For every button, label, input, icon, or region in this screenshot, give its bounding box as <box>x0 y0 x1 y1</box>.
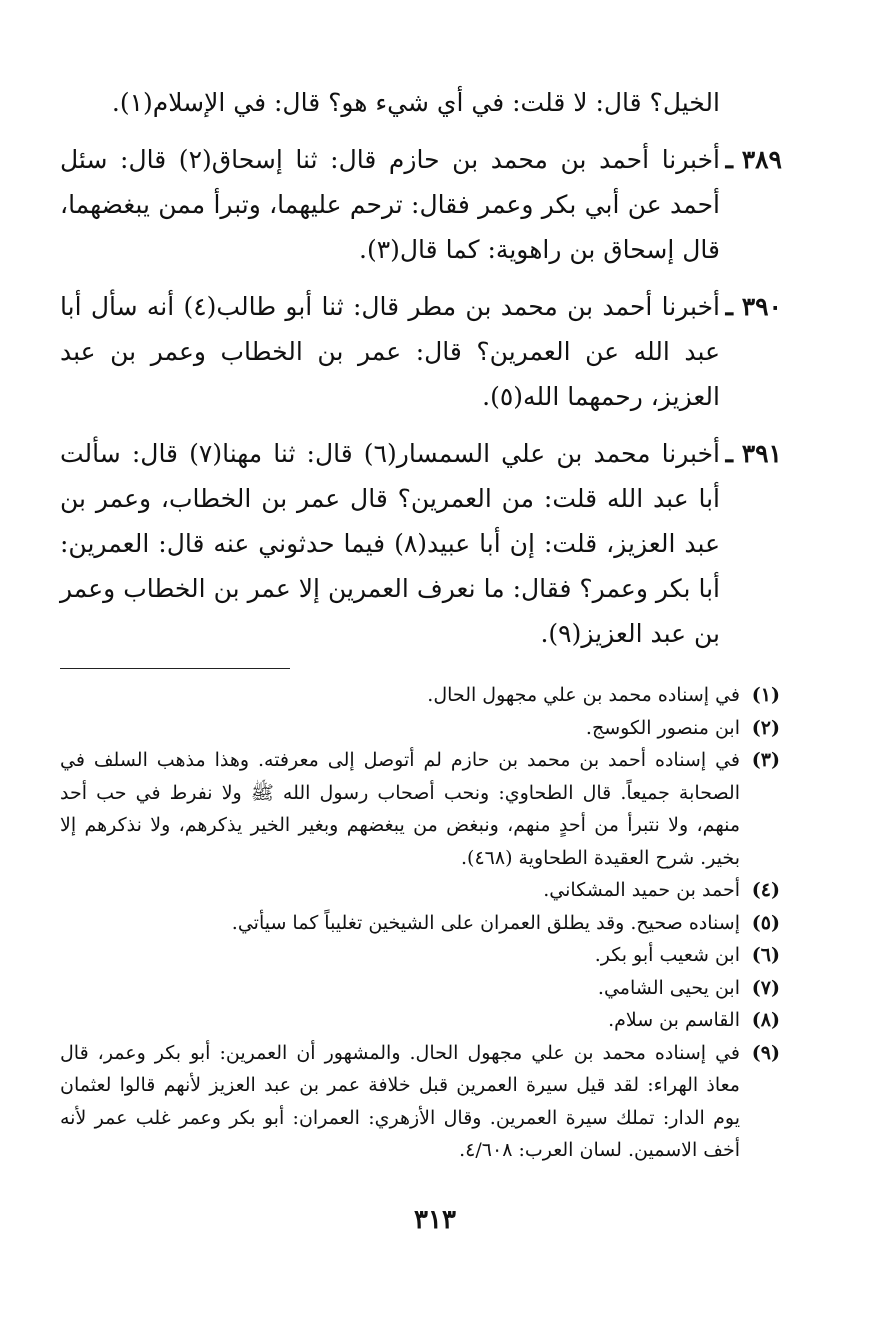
paragraph-391 <box>60 431 780 656</box>
paragraph-text: أخبرنا أحمد بن محمد بن حازم قال: ثنا إسحاق(٢) قال: سئل أحمد عن أبي بكر وعمر فقال: ترحم عليهما، وتبرأ ممن يبغضهما، قال إسحاق بن راهوية: كما قال(٣). <box>60 145 721 264</box>
footnote <box>60 744 780 874</box>
page-number: ٣١٣ <box>414 1205 456 1235</box>
paragraph-text: الخيل؟ قال: لا قلت: في أي شيء هو؟ قال: في الإسلام(١). <box>111 88 720 117</box>
paragraph-number: ٣٩٠ ـ <box>725 292 782 321</box>
footnote-number: (٧) <box>751 976 780 999</box>
paragraph-389 <box>60 137 780 272</box>
footnote-number: (٦) <box>751 944 780 966</box>
footnote-number: (٥) <box>751 911 780 934</box>
footnote-text: ابن شعيب أبو بكر. <box>594 944 740 966</box>
footnote-number: (٤) <box>751 879 780 901</box>
footnote <box>60 1037 780 1167</box>
paragraph-text: أخبرنا محمد بن علي السمسار(٦) قال: ثنا مهنا(٧) قال: سألت أبا عبد الله قلت: من العمرين؟ قال عمر بن الخطاب، وعمر بن عبد العزيز، قلت: إن أبا عبيد(٨) فيما حدثوني عنه قال: العمرين: أبا بكر وعمر؟ فقال: ما نعرف العمرين إلا عمر بن الخطاب وعمر بن عبد العزيز(٩). <box>60 439 720 648</box>
footnote <box>60 874 780 907</box>
paragraph-number: ٣٩١ ـ <box>725 439 782 468</box>
footnote <box>60 712 780 745</box>
footnote-text: ابن يحيى الشامي. <box>597 976 740 999</box>
footnote-text: القاسم بن سلام. <box>608 1009 740 1031</box>
footnote-text: في إسناده محمد بن علي مجهول الحال. والمشهور أن العمرين: أبو بكر وعمر، قال معاذ الهراء: لقد قيل سيرة العمرين قبل خلافة عمر بن عبد العزيز لأنهم قالوا لعثمان يوم الدار: تملك سيرة العمرين. وقال الأزهري: العمران: أبو بكر وعمر غلب عمر لأنه أخف الاسمين. لسان العرب: ٤/٦٠٨. <box>60 1041 740 1161</box>
footnote-number: (٩) <box>751 1041 780 1064</box>
footnote-text: ابن منصور الكوسج. <box>585 716 740 739</box>
footnote-number: (٨) <box>751 1009 780 1031</box>
footnote <box>60 679 780 712</box>
paragraph-text: أخبرنا أحمد بن محمد بن مطر قال: ثنا أبو طالب(٤) أنه سأل أبا عبد الله عن العمرين؟ قال: عمر بن الخطاب وعمر بن عبد العزيز، رحمهما الله(٥). <box>60 292 720 411</box>
footnote <box>60 907 780 940</box>
footnote-text: في إسناده محمد بن علي مجهول الحال. <box>427 684 740 706</box>
footnote <box>60 1004 780 1037</box>
footnote-text: في إسناده أحمد بن محمد بن حازم لم أتوصل إلى معرفته. وهذا مذهب السلف في الصحابة جميعاً. قال الطحاوي: ونحب أصحاب رسول الله ﷺ ولا نفرط في حب أحد منهم، ولا نتبرأ من أحدٍ منهم، ونبغض من يبغضهم وبغير الخير يذكرهم، ولا نذكرهم إلا بخير. شرح العقيدة الطحاوية (٤٦٨). <box>60 749 740 869</box>
page-body <box>60 80 780 1167</box>
footnote <box>60 939 780 972</box>
paragraph-number: ٣٨٩ ـ <box>725 145 782 174</box>
footnote-text: إسناده صحيح. وقد يطلق العمران على الشيخين تغليباً كما سيأتي. <box>231 911 740 934</box>
footnote <box>60 972 780 1005</box>
footnote-number: (٣) <box>751 749 780 771</box>
paragraph-continuation <box>60 80 780 125</box>
footnote-divider-wrap <box>60 668 780 669</box>
footnotes <box>60 679 780 1167</box>
footnote-number: (٢) <box>751 716 780 739</box>
footnote-divider <box>60 668 290 669</box>
footnote-number: (١) <box>751 684 780 706</box>
footnote-text: أحمد بن حميد المشكاني. <box>543 879 740 901</box>
paragraph-390 <box>60 284 780 419</box>
main-text <box>60 80 780 656</box>
